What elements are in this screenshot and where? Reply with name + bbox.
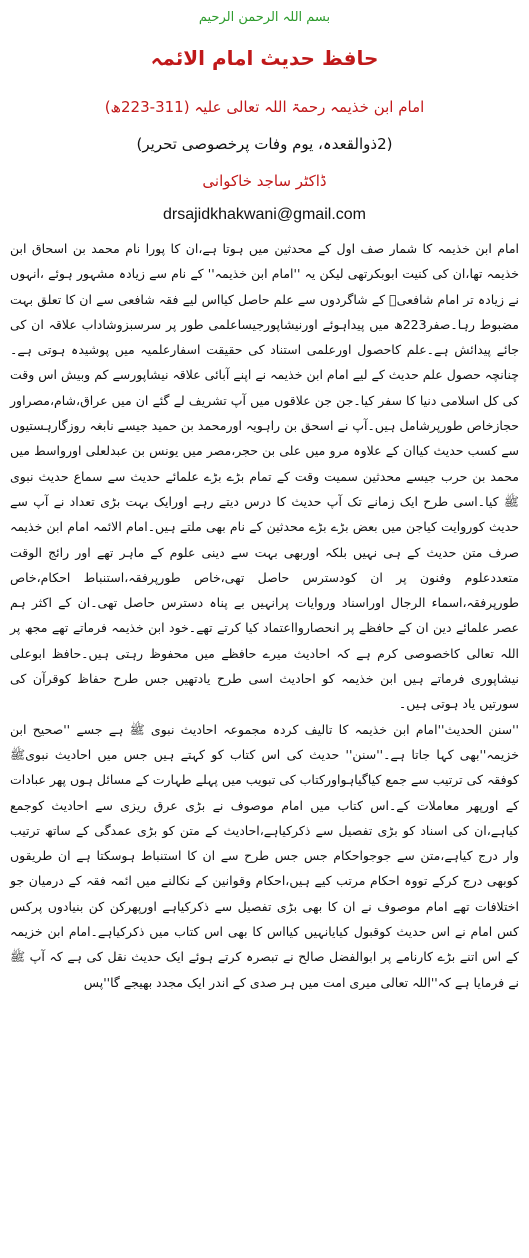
article-subtitle: امام ابن خذیمہ رحمۃ اللہ تعالی علیہ (311-223ھ)	[104, 98, 425, 116]
bismillah-heading: بسم اللہ الرحمن الرحیم	[198, 10, 331, 25]
article-body	[10, 236, 519, 995]
author-email[interactable]: drsajidkhakwani@gmail.com	[163, 206, 366, 223]
body-paragraph-1: امام ابن خذیمہ کا شمار صف اول کے محدثین میں ہوتا ہے،ان کا پورا نام محمد بن اسحاق ابن خذیمہ تھا،ان کی کنیت ابوبکرتھی لیکن یہ ''امام ابن خذیمہ'' کے نام سے زیادہ مشہور ہوئے ،انہوں نے زیادہ تر امام شافعیؒ کے شاگردوں سے علم حاصل کیااس لیے فقہ شافعی سے ان کا تعلق بہت مضبوط رہا۔صفر223ھ میں پیداہوئے اورنیشاپورجیساعلمی طور پر سرسبزوشاداب علاقہ ان کی جائے پیدائش ہے۔علم کاحصول اورعلمی استناد کی حقیقت اسفارعلمیہ میں پوشیدہ ہوتی ہے۔چنانچہ حصول علم حدیث کے لیے امام ابن خذیمہ نے اپنے آبائی علاقہ نیشاپورسے کم وبیش اس وقت کی کل اسلامی دنیا کا سفر کیا۔جن جن علاقوں میں آپ تشریف لے گئے ان میں عراق،شام،مصراور حجازخاص طورپرشامل ہیں۔آپ نے اسحق بن راہویہ اورمحمد بن حمید جیسے نابغہ روزگارہستیوں سے کسب حدیث کیاان کے علاوہ مرو میں علی بن حجر،مصر میں یونس بن عبدلعلی اورواسط میں محمد بن حرب جیسے محدثین سمیت وقت کے تمام بڑے بڑے علمائے حدیث سے سماع حدیث نبوی ﷺ کیا۔اسی طرح ایک زمانے تک آپ حدیث کا درس دیتے رہے اورایک بہت بڑی تعداد نے آپ سے حدیث کوروایت کیاجن میں بعض بڑے بڑے محدثین کے نام بھی ملتے ہیں۔امام الائمہ امام ابن خذیمہ صرف متن حدیث کے ہی نہیں بلکہ اوربھی بہت سے دینی علوم کے ماہر تھے اور رائج الوقت متعددعلوم وفنون پر ان کودسترس حاصل تھی،خاص طورپرفقہ،استنباط احکام،خاص طورپرفقہ،اسماء الرجال اوراسناد وروایات پرانہیں بے پناہ دسترس حاصل تھی۔ان کے اکثر ہم عصر علمائے دین ان کے حافظے پر انحصاروااعتماد کیا کرتے تھے۔خود ابن خذیمہ فرماتے تھے مجھ پر اللہ تعالی کاخصوصی کرم ہے کہ احادیث میرے حافظے میں محفوظ رہتی ہیں۔حافظ ابوعلی نیشاپوری فرماتے ہیں ابن خذیمہ کو احادیث اسی طرح یادتھیں جس طرح حفاظ کوقرآن کی سورتیں یاد ہوتی ہیں۔	[10, 241, 519, 712]
author-name: ڈاکٹر ساجد خاکوانی	[202, 172, 327, 190]
article-title: حافظ حدیث امام الائمہ	[150, 46, 379, 70]
body-paragraph-2: ''سنن الحدیث''امام ابن خذیمہ کا تالیف کردہ مجموعہ احادیث نبوی ﷺ ہے جسے ''صحیح ابن خزیمہ''بھی کہا جاتا ہے۔''سنن'' حدیث کی اس کتاب کو کہتے ہیں جس میں احادیث نبویﷺ کوفقہ کی ترتیب سے جمع کیاگیاہواورکتاب کی تبویب میں پہلے طہارت کے مسائل ہوں پھر عبادات کے اورپھر معاملات کے۔اس کتاب میں امام موصوف نے بڑی عرق ریزی سے احادیث کوجمع کیاہے،ان کی اسناد کو بڑی تفصیل سے ذکرکیاہے،احادیث کے متن کو بڑی عمدگی کے ساتھ ترتیب وار درج کیاہے،متن سے جوجواحکام جس جس طرح سے ان کا استنباط ہوسکتا ہے ان طریقوں کوبھی درج کرکے تووہ احکام مرتب کیے ہیں،احکام وقوانین کے نکالنے میں ائمہ فقہ کے درمیان جو اختلافات تھے امام موصوف نے ان کا بھی بڑی تفصیل سے ذکرکیاہے اورپھرکن کن بنیادوں پرکس کس امام نے اس حدیث کوقبول کیایانہیں کیااس کا بھی اس کتاب میں ذکرکیاہے۔امام ابن خزیمہ کے اس اتنے بڑے کارنامے پر ابوالفضل صالح نے تبصرہ کرتے ہوئے ایک حدیث نقل کی ہے کہ آپ ﷺ نے فرمایا ہے کہ''اللہ تعالی میری امت میں ہر صدی کے اندر ایک مجدد بھیجے گا''پس	[10, 721, 519, 990]
occasion-note: (2ذوالقعدہ، یوم وفات پرخصوصی تحریر)	[136, 135, 393, 153]
